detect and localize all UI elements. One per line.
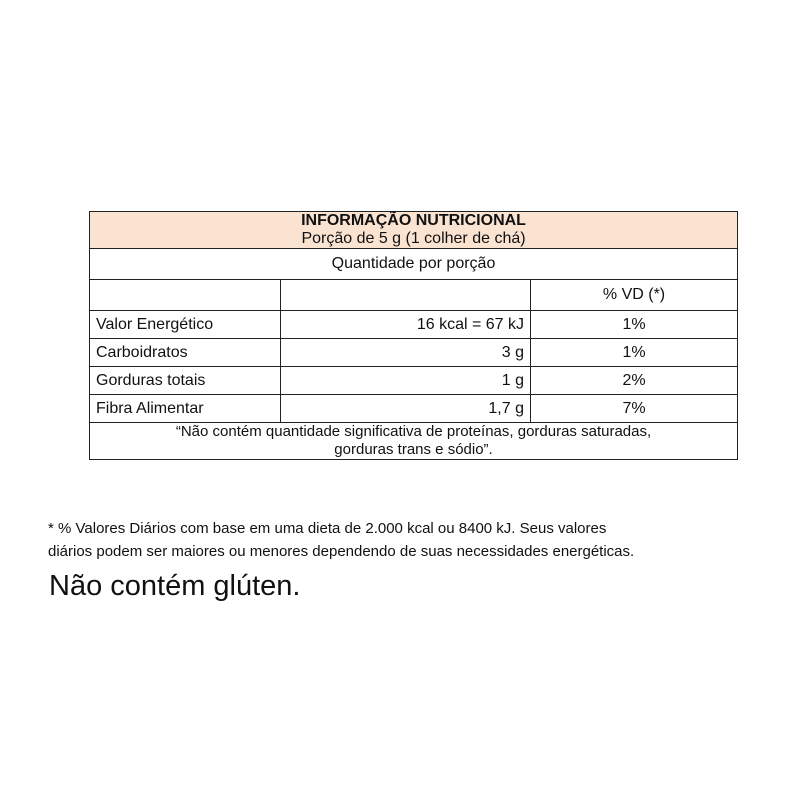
column-header-row bbox=[90, 280, 738, 311]
nutrition-facts-label bbox=[89, 211, 737, 460]
table-row bbox=[90, 395, 738, 423]
vd-header: % VD (*) bbox=[531, 280, 738, 311]
nutrient-vd: 7% bbox=[531, 395, 738, 423]
footnote-line-2: diários podem ser maiores ou menores dependendo de suas necessidades energéticas. bbox=[48, 543, 635, 560]
nutrient-vd: 2% bbox=[531, 367, 738, 395]
nutrient-name: Valor Energético bbox=[90, 311, 281, 339]
nutrient-name: Carboidratos bbox=[90, 339, 281, 367]
nutrient-amount: 16 kcal = 67 kJ bbox=[281, 311, 531, 339]
nutrition-table bbox=[89, 211, 738, 460]
serving-size: Porção de 5 g (1 colher de chá) bbox=[301, 230, 526, 247]
nutrient-vd: 1% bbox=[531, 311, 738, 339]
header-empty-2 bbox=[281, 280, 531, 311]
header-empty-1 bbox=[90, 280, 281, 311]
nutrient-amount: 3 g bbox=[281, 339, 531, 367]
nutrient-name: Fibra Alimentar bbox=[90, 395, 281, 423]
note-line-1: “Não contém quantidade significativa de proteínas, gorduras saturadas, bbox=[175, 423, 652, 440]
note-row bbox=[90, 423, 738, 460]
note-line-2: gorduras trans e sódio”. bbox=[334, 441, 493, 458]
nutrient-vd: 1% bbox=[531, 339, 738, 367]
gluten-free-statement: Não contém glúten. bbox=[49, 570, 301, 602]
label-title: INFORMAÇÃO NUTRICIONAL bbox=[301, 212, 526, 229]
nutrient-amount: 1 g bbox=[281, 367, 531, 395]
footnote-line-1: * % Valores Diários com base em uma dieta de 2.000 kcal ou 8400 kJ. Seus valores bbox=[48, 520, 607, 537]
table-row bbox=[90, 311, 738, 339]
daily-values-footnote bbox=[48, 517, 778, 563]
quantity-header: Quantidade por porção bbox=[90, 249, 738, 280]
label-header-cell bbox=[90, 212, 738, 249]
note-cell bbox=[90, 423, 738, 460]
table-row bbox=[90, 339, 738, 367]
table-row bbox=[90, 367, 738, 395]
nutrient-name: Gorduras totais bbox=[90, 367, 281, 395]
quantity-header-row bbox=[90, 249, 738, 280]
label-header-row bbox=[90, 212, 738, 249]
nutrient-amount: 1,7 g bbox=[281, 395, 531, 423]
